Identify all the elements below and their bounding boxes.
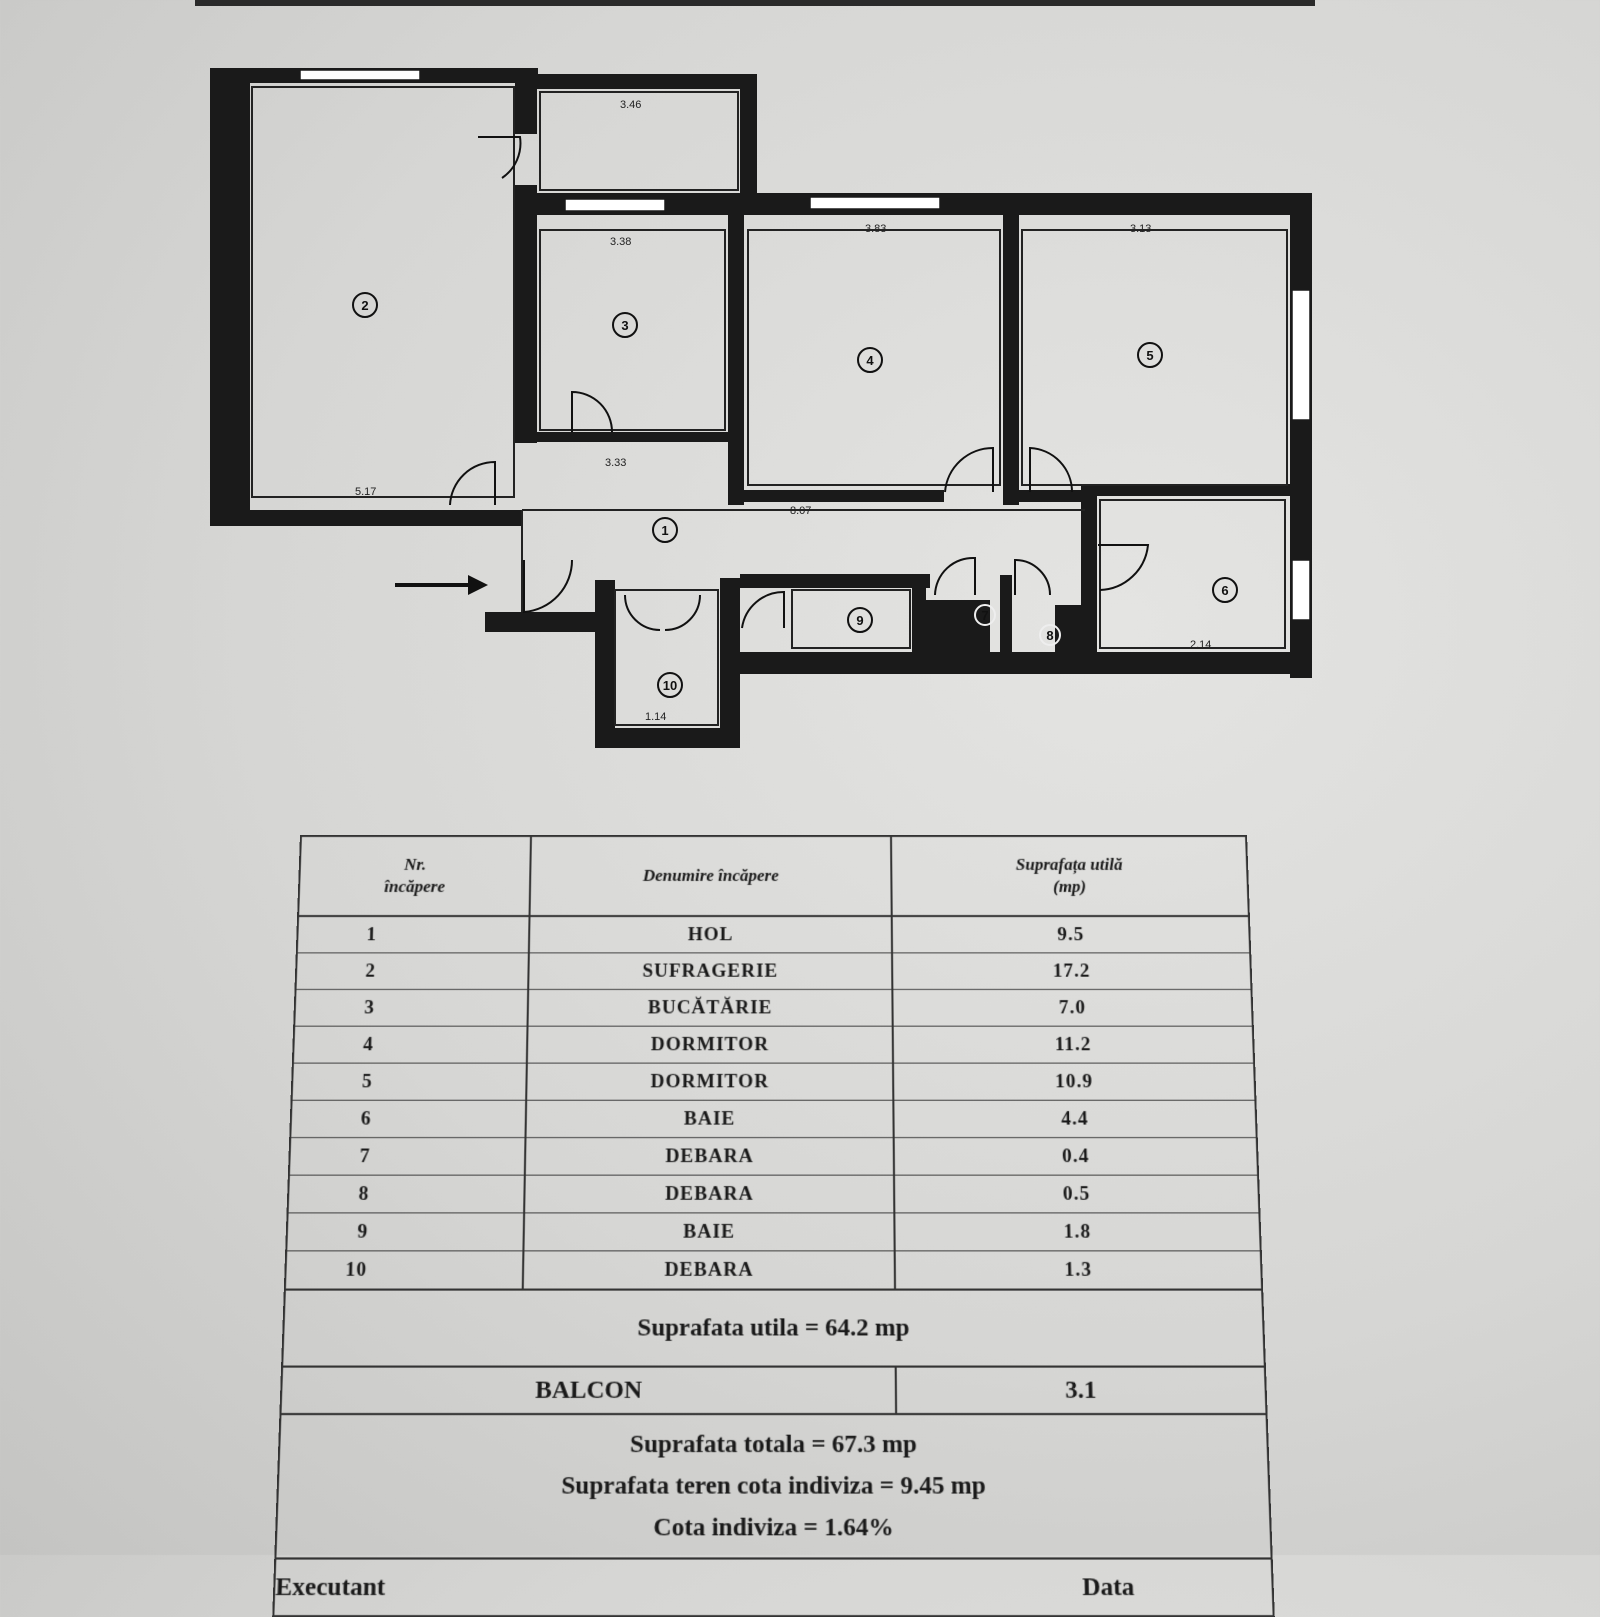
- svg-text:5: 5: [1146, 348, 1154, 363]
- executant-label: Executant: [274, 1572, 386, 1602]
- svg-text:8.07: 8.07: [790, 505, 812, 517]
- table-row: 6 BAIE 4.4: [290, 1100, 1256, 1137]
- svg-text:9: 9: [856, 613, 864, 628]
- svg-text:8: 8: [1046, 628, 1054, 643]
- room-number-6: [1213, 578, 1237, 602]
- svg-text:2: 2: [361, 298, 369, 313]
- svg-text:1: 1: [661, 523, 669, 538]
- signature-row: [273, 1558, 1273, 1616]
- svg-text:5.17: 5.17: [355, 486, 377, 498]
- room-number-5: [1138, 343, 1162, 367]
- table-row: 1 HOL 9.5: [297, 916, 1250, 953]
- balcony-label: BALCON: [280, 1367, 896, 1414]
- svg-text:6: 6: [1221, 583, 1229, 598]
- date-label: Data: [1081, 1572, 1135, 1602]
- balcony-area: 3.1: [896, 1367, 1267, 1414]
- share-percent: Cota indiviza = 1.64%: [653, 1513, 894, 1542]
- svg-text:2.14: 2.14: [1190, 639, 1212, 651]
- table-row: 5 DORMITOR 10.9: [292, 1063, 1256, 1100]
- room-number-9: [848, 608, 872, 632]
- table-row: 9 BAIE 1.8: [286, 1213, 1261, 1251]
- total-area: Suprafata totala = 67.3 mp: [629, 1430, 918, 1459]
- svg-text:3.13: 3.13: [1130, 223, 1152, 235]
- room-number-4: [858, 348, 882, 372]
- svg-text:4: 4: [866, 353, 874, 368]
- room-number-1: [653, 518, 677, 542]
- table-row: 8 DEBARA 0.5: [288, 1175, 1260, 1213]
- svg-text:3.46: 3.46: [620, 99, 642, 111]
- header-nr: Nr. încăpere: [298, 836, 531, 916]
- svg-text:3.33: 3.33: [605, 457, 627, 469]
- table-header-row: [298, 836, 1249, 916]
- plan-windows: [300, 70, 1310, 620]
- header-room-name: Denumire încăpere: [530, 836, 892, 916]
- header-area: Suprafața utilă (mp): [891, 836, 1249, 916]
- plan-walls: [210, 68, 1312, 748]
- svg-text:10: 10: [662, 678, 678, 693]
- table-row: 4 DORMITOR 11.2: [293, 1026, 1254, 1063]
- totals-row: [275, 1414, 1271, 1558]
- svg-text:7: 7: [981, 608, 989, 623]
- table-row: 3 BUCĂTĂRIE 7.0: [294, 989, 1253, 1026]
- room-number-3: [613, 313, 637, 337]
- room-area-table: [272, 835, 1275, 1617]
- useful-area-row: [282, 1290, 1265, 1367]
- floor-plan: [0, 0, 1600, 800]
- svg-text:1.14: 1.14: [645, 711, 667, 723]
- svg-text:3.83: 3.83: [865, 223, 887, 235]
- room-number-10: [658, 673, 682, 697]
- land-share-area: Suprafata teren cota indiviza = 9.45 mp: [561, 1471, 986, 1501]
- balcony-row: [280, 1367, 1266, 1414]
- table-row: 2 SUFRAGERIE 17.2: [296, 953, 1252, 990]
- room-number-2: [353, 293, 377, 317]
- plan-inner-lines: [252, 87, 1287, 725]
- svg-text:3.38: 3.38: [610, 236, 632, 248]
- svg-text:3: 3: [621, 318, 629, 333]
- useful-area-total: Suprafata utila = 64.2 mp: [282, 1290, 1265, 1367]
- entrance-arrow-icon: [395, 575, 488, 595]
- table-row: 7 DEBARA 0.4: [289, 1138, 1258, 1176]
- table-row: 10 DEBARA 1.3: [285, 1251, 1262, 1290]
